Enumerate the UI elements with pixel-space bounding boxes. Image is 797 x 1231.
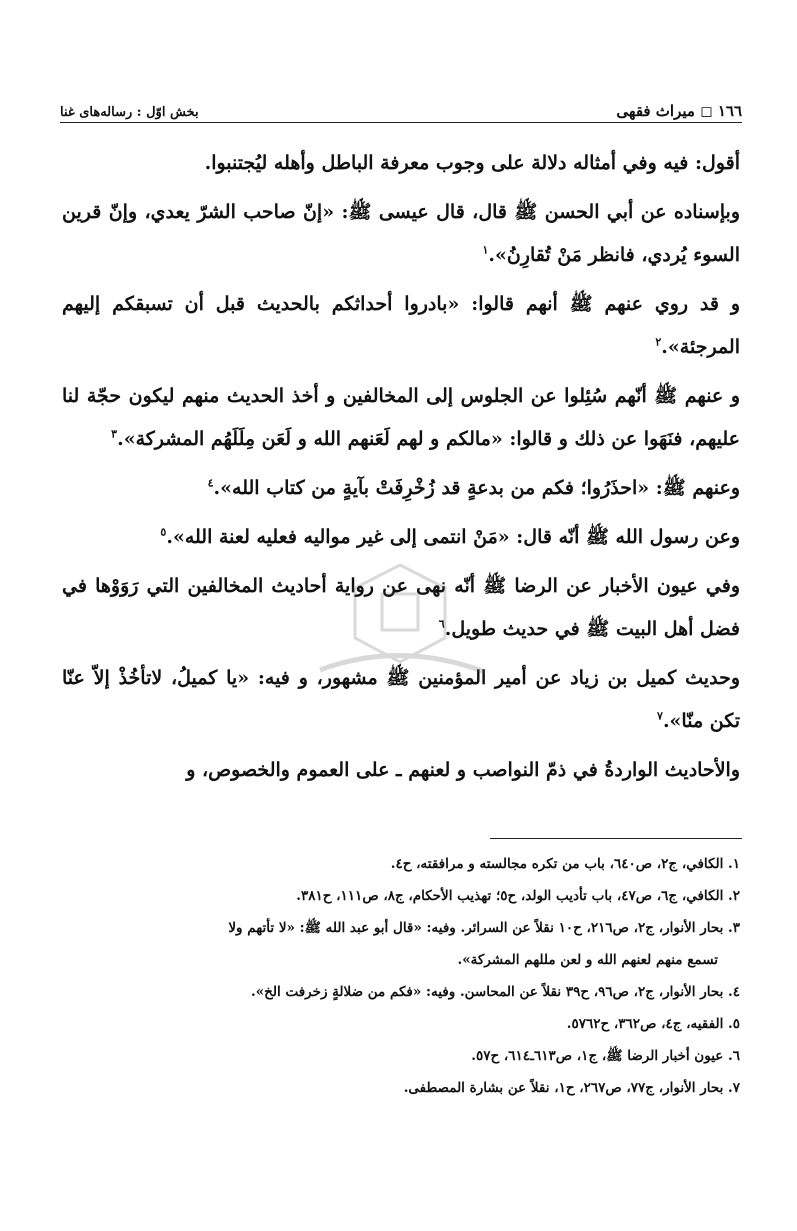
- paragraph: و عنهم ﷺ أنّهم سُئِلوا عن الجلوس إلى المخالفين و أخذ الحديث منهم ليكون حجّة لنا عليهم، فنَهَوا عن ذلك و قالوا: «مالكم و لهم لَعَنهم الله و لَعَن مِلَلَهُم المشركة».$^٣$: [62, 385, 740, 450]
- paragraph: وفي عيون الأخبار عن الرضا ﷺ أنّه نهى عن رواية أحاديث المخالفين التي رَوَوْها في فضل أهل البيت ﷺ في حديث طويل.$^٦$: [62, 575, 740, 640]
- footnote-item: ١. الكافي، ج٢، ص٦٤٠، باب من تكره مجالسته و مرافقته، ح٤.: [390, 856, 740, 872]
- footnote-ref: ٤: [207, 476, 214, 490]
- page-title: ١٦٦ ◻ میراث فقهی: [616, 102, 742, 120]
- paragraph: وعن رسول الله ﷺ أنّه قال: «مَنْ انتمى إلى غير مواليه فعليه لعنة الله».$^٥$: [160, 525, 740, 548]
- footnote-ref: ١: [482, 243, 489, 257]
- running-header: [60, 92, 742, 120]
- footnote-ref: ٢: [655, 335, 662, 349]
- footnotes: [62, 848, 740, 1104]
- section-title: بخش اوّل : رساله‌های غنا: [60, 105, 199, 120]
- paragraph: و قد روي عنهم ﷺ أنهم قالوا: «بادروا أحداثكم بالحديث قبل أن تسبقكم إليهم المرجئة».$^٢$: [62, 293, 740, 358]
- footnote-item: ٦. عيون أخبار الرضا ﷺ، ج١، ص٦١٣ـ٦١٤، ح٥٧.: [471, 1048, 740, 1064]
- footnote-item: ٣. بحار الأنوار، ج٢، ص٢١٦، ح١٠ نقلاً عن السرائر. وفيه: «قال أبو عبد الله ﷺ: «لا تأتهم ولا: [228, 920, 740, 936]
- footnote-item: ٤. بحار الأنوار، ج٢، ص٩٦، ح٣٩ نقلاً عن المحاسن. وفيه: «فكم من ضلالةٍ زخرفت الخ».: [251, 984, 740, 1000]
- main-text: [62, 142, 740, 798]
- paragraph: وحديث كميل بن زياد عن أمير المؤمنين ﷺ مشهور، و فيه: «يا كميلُ، لاتأخُذْ إلاّ عنّا تكن منّا».$^٧$: [62, 667, 740, 732]
- footnote-item: ٧. بحار الأنوار، ج٧٧، ص٢٦٧، ح١، نقلاً عن بشارة المصطفى.: [403, 1080, 740, 1096]
- footnote-ref: ٦: [438, 617, 445, 631]
- footnote-item: ٥. الفقيه، ج٤، ص٣٦٢، ح٥٧٦٢.: [566, 1016, 740, 1032]
- paragraph: والأحاديث الواردةُ في ذمّ النواصب و لعنهم ـ على العموم والخصوص، و: [186, 759, 740, 781]
- paragraph: وبإسناده عن أبي الحسن ﷺ قال، قال عيسى ﷺ: «إنّ صاحب الشرّ يعدي، وإنّ قرين السوء يُردي، فانظر مَنْ تُقارِنُ».$^١$: [62, 201, 740, 266]
- footnote-divider: [490, 838, 742, 839]
- footnote-ref: ٧: [657, 709, 663, 723]
- footnote-continuation: تسمع منهم لعنهم الله و لعن مللهم المشركة».: [457, 952, 718, 968]
- paragraph: أقول: فيه وفي أمثاله دلالة على وجوب معرفة الباطل وأهله ليُجتنبوا.: [204, 152, 740, 174]
- footnote-ref: ٣: [111, 427, 118, 441]
- paragraph: وعنهم ﷺ: «احذَرُوا؛ فكم من بدعةٍ قد زُخْرِفَتْ بآيةٍ من كتاب الله».$^٤$: [207, 476, 740, 499]
- header-divider: [60, 122, 742, 123]
- footnote-ref: ٥: [160, 525, 167, 539]
- footnote-item: ٢. الكافي، ج٦، ص٤٧، باب تأديب الولد، ح٥؛ تهذيب الأحكام، ج٨، ص١١١، ح٣٨١.: [296, 888, 740, 904]
